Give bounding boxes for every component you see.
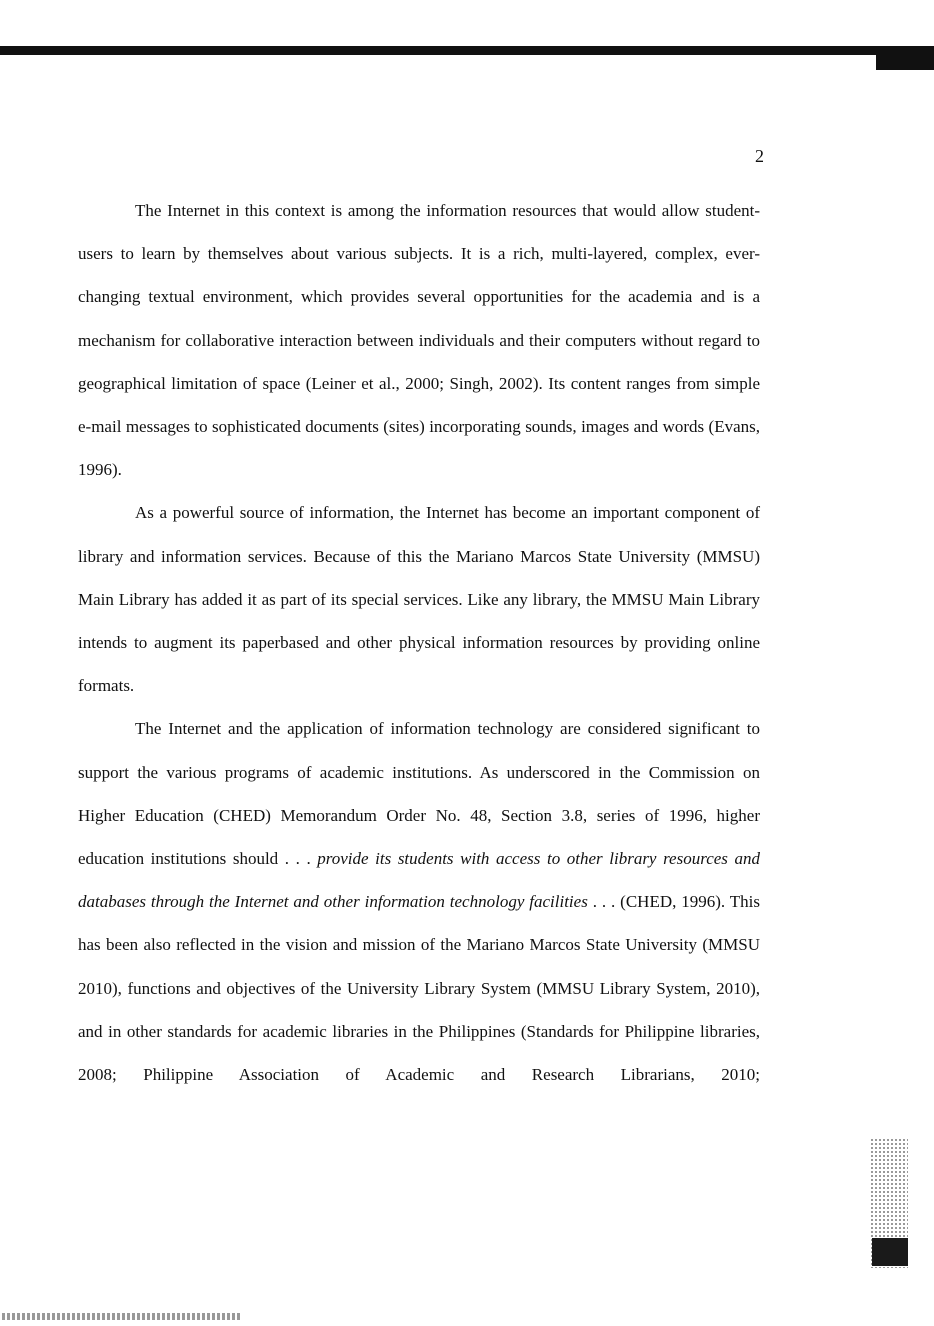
paragraph-1 — [78, 189, 760, 491]
scan-noise-block — [872, 1238, 908, 1266]
paragraph-3 — [78, 707, 760, 1096]
paragraph-3-text-a: The Internet and the application of information technology are considered significant to support the various programs of academic institutions. As underscored in the Commission on Higher Education (CHED) Memorandum Order No. 48, Section 3.8, series of 1996, higher education institutions should . . . — [78, 719, 760, 869]
page-number: 2 — [755, 146, 764, 166]
scan-top-border-notch — [876, 46, 934, 70]
paragraph-1-text: The Internet in this context is among the information resources that would allow student-users to learn by themselves about various subjects. It is a rich, multi-layered, complex, ever-changing textual environment, which provides several opportunities for the academia and is a mechanism for collaborative interaction between individuals and their computers without regard to geographical limitation of space (Leiner et al., 2000; Singh, 2002). Its content ranges from simple e-mail messages to sophisticated documents (sites) incorporating sounds, images and words (Evans, 1996). — [78, 201, 760, 480]
scan-footer-stamp — [2, 1313, 242, 1320]
paragraph-2-text: As a powerful source of information, the Internet has become an important component of library and information services. Because of this the Mariano Marcos State University (MMSU) Main Library has added it as part of its special services. Like any library, the MMSU Main Library intends to augment its paperbased and other physical information resources by providing online formats. — [78, 503, 760, 696]
document-body — [78, 189, 760, 1096]
paragraph-2 — [78, 491, 760, 707]
paragraph-3-quote: provide its students with access to other library resources and databases through the Internet and other information technology facilities — [78, 849, 760, 912]
paragraph-3-text-b: . . . (CHED, 1996). This has been also reflected in the vision and mission of the Mariano Marcos State University (MMSU 2010), functions and objectives of the University Library System (MMSU Library System, 2010), and in other standards for academic libraries in the Philippines (Standards for Philippine libraries, 2008; Philippine Association of Academic and Research Librarians, 2010; — [78, 892, 760, 1085]
scan-top-border — [0, 46, 934, 55]
